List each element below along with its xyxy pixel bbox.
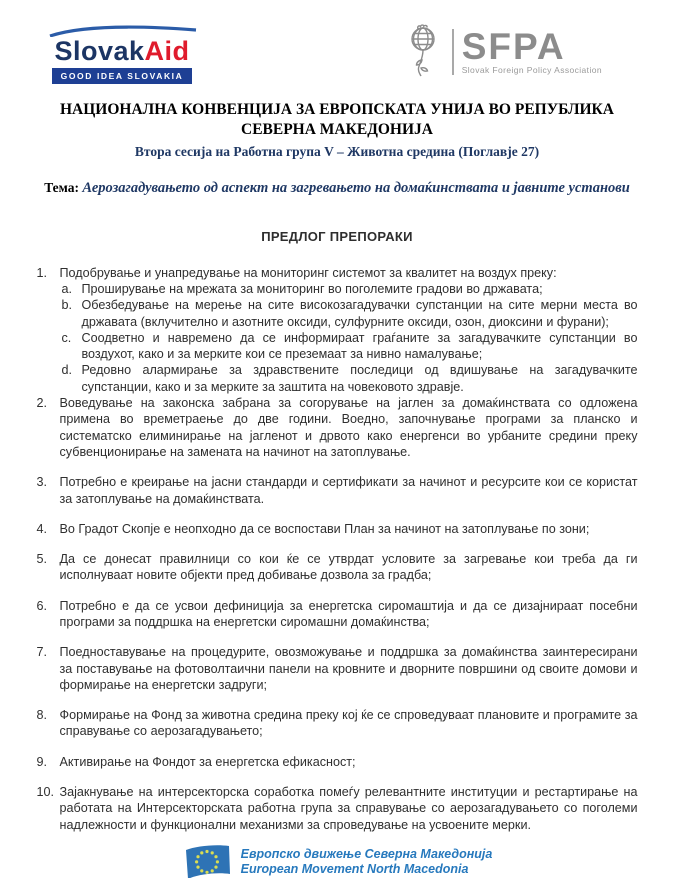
list-marker: 10. xyxy=(36,785,55,800)
list-marker: 3. xyxy=(36,475,48,490)
list-item-text: Редовно алармирање за здравствените последици од вдишување на загадувачките супстанции, како и за мерките за заштита на човековото здравје. xyxy=(81,363,638,394)
list-item-text: Активирање на Фондот за енергетска ефикасност; xyxy=(59,754,356,769)
list-marker: d. xyxy=(61,363,73,378)
sublist-item-d xyxy=(62,362,638,395)
list-item-text: Во Градот Скопје е неопходно да се воспостави План за начинот на затоплување по зони; xyxy=(59,521,590,536)
list-item-4 xyxy=(37,521,638,537)
list-item-2 xyxy=(37,395,638,460)
theme-text: Аерозагадувањето од аспект на загревањето на домаќинствата и јавните установи xyxy=(82,179,630,196)
list-marker: 5. xyxy=(36,552,48,567)
theme-label: Тема: xyxy=(44,179,80,195)
slovakaid-arc-icon xyxy=(48,22,198,37)
sublist-item-1 xyxy=(37,281,638,395)
list-marker: 7. xyxy=(36,645,48,660)
footer-line-en: European Movement North Macedonia xyxy=(240,861,469,876)
list-marker: 4. xyxy=(36,521,48,536)
list-marker: 2. xyxy=(36,396,48,411)
list-item-5 xyxy=(37,551,638,584)
slovakaid-word-aid: Aid xyxy=(144,36,190,66)
session-subtitle: Втора сесија на Работна група V – Животна средина (Поглавје 27) xyxy=(134,143,540,159)
list-item-text: Потребно е креирање на јасни стандарди и сертификати за начинот и ресурсите кои се користат за затоплување на домаќинствата. xyxy=(59,475,638,506)
header xyxy=(0,0,674,84)
sfpa-acronym: SFPA xyxy=(461,25,566,67)
list-item-6 xyxy=(37,598,638,631)
list-item-text: Да се донесат правилници со кои ќе се утврдат условите за загревање кои треба да ги исполнуваат новите објекти пред добивање дозвола за градба; xyxy=(59,552,638,583)
list-marker: b. xyxy=(61,298,73,313)
list-item-text: Проширување на мрежата за мониторинг во поголемите градови во државата; xyxy=(81,281,543,296)
sfpa-text-block xyxy=(461,25,602,76)
footer xyxy=(0,843,674,878)
sublist-item-c xyxy=(62,330,638,363)
footer-line-mk: Европско движење Северна Македонија xyxy=(240,847,493,861)
list-item-text: Поедноставување на процедурите, овозможување и поддршка за домаќинства заинтересирани за поставување на фотоволтаични панели на кровните и дворните површини од своите домови и формирање на енергетски задруги; xyxy=(59,645,638,692)
sfpa-full-name: Slovak Foreign Policy Association xyxy=(461,65,602,76)
list-item-text: Потребно е да се усвои дефиниција за енергетска сиромаштија и да се дизајнираат посебни програми за поддршка на енергетски сиромашни домаќинства; xyxy=(59,598,638,629)
list-marker: 1. xyxy=(36,265,48,280)
sublist-item-a xyxy=(62,281,638,297)
section-heading: ПРЕДЛОГ ПРЕПОРАКИ xyxy=(261,228,413,244)
list-marker: 6. xyxy=(36,598,48,613)
list-item-9 xyxy=(37,754,638,770)
slovakaid-word-slovak: Slovak xyxy=(54,36,145,66)
theme-line xyxy=(34,178,640,199)
list-marker: c. xyxy=(61,330,72,345)
list-item-text: Подобрување и унапредување на мониторинг системот за квалитет на воздух преку: xyxy=(59,265,557,280)
slovakaid-logo xyxy=(46,22,198,84)
list-item-10 xyxy=(37,784,638,833)
list-marker: a. xyxy=(61,281,73,296)
list-item-text: Воведување на законска забрана за согорување на јаглен за домаќинствата со одложена примена во времетраење до две години. Воедно, започнување програми за планско и систематско елиминирање на јагленот и дрвото како енергенси во урбаните средини преку субвенционирање на замената на начинот на затоплување. xyxy=(59,396,638,459)
sublist-item-b xyxy=(62,297,638,330)
sfpa-logo xyxy=(402,24,602,80)
list-item-text: Соодветно и навремено да се информираат граѓаните за загадувачките супстанции во воздухот, како и за мерките кои се преземаат за нивно намалување; xyxy=(81,330,638,362)
list-item-text: Зајакнување на интерсекторска соработка помеѓу релевантните институции и рестартирање на работата на Интерсекторската работна група за справување со аерозагадувањето со поголеми надлежности и функционални механизми за спроведување на усвоените мерки. xyxy=(59,785,638,832)
list-marker: 8. xyxy=(36,708,48,723)
sfpa-globe-flower-icon xyxy=(402,24,444,80)
list-item-3 xyxy=(37,474,638,507)
recommendations-list xyxy=(37,265,638,833)
sfpa-divider xyxy=(452,29,454,75)
list-item-1 xyxy=(37,265,638,281)
eu-flag-icon xyxy=(182,843,232,878)
list-marker: 9. xyxy=(36,754,48,769)
document-title: НАЦИОНАЛНА КОНВЕНЦИЈА ЗА ЕВРОПСКАТА УНИЈА ВО РЕПУБЛИКА СЕВЕРНА МАКЕДОНИЈА xyxy=(59,101,614,139)
slovakaid-wordmark xyxy=(46,37,198,65)
slovakaid-tagline: GOOD IDEA SLOVAKIA xyxy=(52,68,193,84)
footer-text xyxy=(241,843,493,877)
list-item-text: Обезбедување на мерење на сите високозагадувачки супстанции на сите мерни места во државата (вклучително и азотните оксиди, сулфурните оксиди, озон, диоксини и фурани); xyxy=(81,298,638,329)
list-item-7 xyxy=(37,644,638,693)
list-item-8 xyxy=(37,707,638,740)
list-item-text: Формирање на Фонд за животна средина преку кој ќе се спроведуваат плановите и програмите за справување со аерозагадувањето; xyxy=(59,708,638,739)
